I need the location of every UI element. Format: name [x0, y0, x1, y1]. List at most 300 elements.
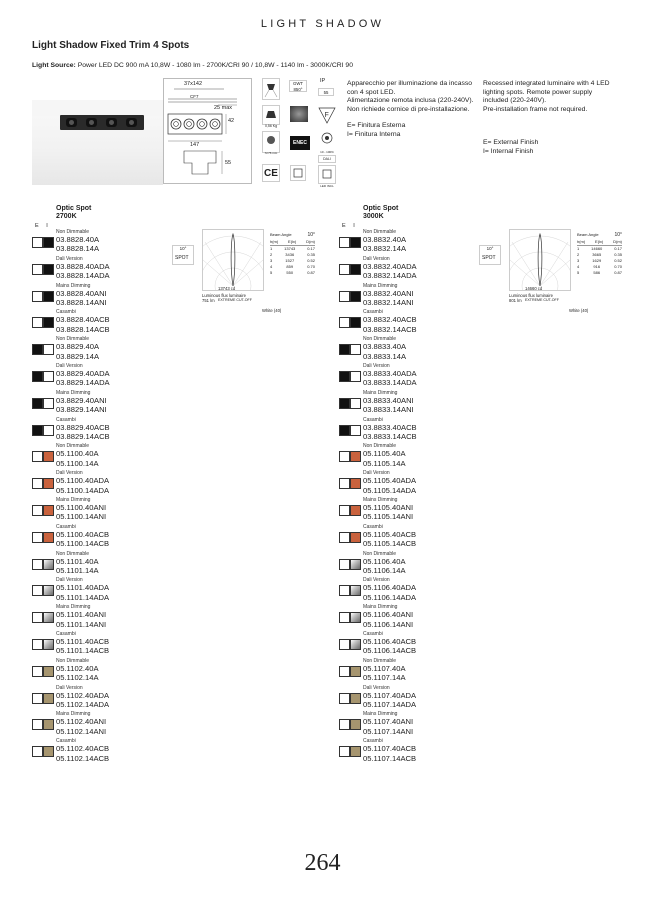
dimming-category: Mains Dimming [56, 711, 91, 718]
desc-it-line: Non richiede cornice di pre-installazione. [347, 105, 470, 113]
finish-swatch-external [32, 478, 43, 489]
finish-swatch-internal [350, 398, 361, 409]
product-code: 05.1107.14ACB [363, 753, 417, 763]
finish-swatch-internal [350, 693, 361, 704]
finish-swatch-external [339, 719, 350, 730]
beam-angle-header [577, 232, 622, 238]
finish-swatch-external [32, 612, 43, 623]
finish-swatch-external [339, 478, 350, 489]
dimming-category: Dali Version [363, 363, 390, 369]
product-code: 03.8833.40ANI [363, 395, 414, 405]
product-code: 05.1107.40ADA [363, 690, 417, 700]
table-header-cell: h(m) [270, 239, 279, 244]
product-code: 05.1106.40ACB [363, 637, 417, 646]
table-cell: 0.35 [307, 252, 315, 257]
f-mark-icon [318, 106, 336, 124]
product-code: 03.8829.14A [56, 351, 100, 361]
finish-swatch-internal [43, 451, 54, 462]
beam-angle-label: Beam Angle [270, 232, 292, 237]
dimming-category: Casambi [56, 523, 76, 530]
dim-length-label: 25 max [214, 105, 233, 111]
finish-swatch-internal [43, 693, 54, 704]
finish-swatch-internal [350, 612, 361, 623]
beam-angle-deg: 10° [486, 246, 494, 251]
finish-swatch-external [339, 532, 350, 543]
dim-height-label: 42 [228, 118, 235, 124]
table-header-cell: D(m) [613, 239, 622, 244]
finish-swatch-internal [43, 559, 54, 570]
beam-angle-value: 10° [614, 232, 622, 238]
table-row [577, 270, 622, 276]
table-cell: 1 [577, 246, 580, 251]
product-code: 05.1106.14ADA [363, 592, 417, 602]
desc-it-line: Apparecchio per illuminazione da incasso con 4 spot LED. [347, 80, 473, 96]
finish-swatch-external [339, 612, 350, 623]
product-code: 05.1106.14A [363, 565, 406, 575]
beam-angle-deg: 10° [179, 246, 187, 251]
product-code: 03.8828.14ANI [56, 297, 107, 307]
kelvin-heading: 3000K [363, 213, 384, 220]
table-cell: 3436 [285, 252, 295, 257]
table-cell: 0.17 [307, 246, 315, 251]
description-italian [347, 80, 475, 140]
table-cell: 3 [270, 258, 273, 263]
product-code: 05.1102.14A [56, 673, 99, 683]
finish-swatch-external [32, 719, 43, 730]
weight-label: 0,56 Kg [264, 124, 278, 128]
table-cell: 2 [577, 252, 580, 257]
product-code: 03.8832.40ACB [363, 315, 417, 325]
product-code: 03.8828.40ANI [56, 288, 107, 298]
dimension-drawing-svg [164, 79, 251, 183]
ei-label: E I [35, 223, 51, 229]
product-code: 03.8829.40A [56, 342, 100, 352]
dimming-category: Casambi [363, 416, 383, 423]
table-cell: 14660 [591, 246, 603, 251]
product-code: 05.1102.40A [56, 663, 99, 673]
desc-en-line: Pre-installation frame not required. [483, 105, 588, 113]
product-column-2700k [32, 205, 332, 805]
finish-swatch-external [32, 398, 43, 409]
finish-swatch-external [32, 559, 43, 570]
product-code: 05.1105.40ADA [363, 476, 417, 486]
table-cell: 1 [270, 246, 273, 251]
dimming-category: Mains Dimming [363, 711, 398, 718]
ip-label: IP [320, 78, 326, 84]
dimming-category: Dali Version [56, 363, 83, 369]
weight-icon [262, 105, 280, 128]
dimming-category: Casambi [56, 631, 76, 637]
kelvin-heading: 2700K [56, 213, 77, 220]
flux-value: 801 lm [509, 298, 522, 303]
flux-label: Luminous flux luminaire [202, 293, 246, 298]
product-code: 03.8829.14ADA [56, 378, 110, 388]
product-code: 05.1101.40A [56, 556, 99, 566]
dim-top-label: 37x142 [184, 81, 203, 87]
dimming-category: Mains Dimming [56, 282, 91, 289]
ip-value: 55 [318, 88, 334, 96]
polar-diagram [202, 229, 264, 291]
product-code: 05.1102.40ANI [56, 717, 107, 727]
finish-swatch-internal [43, 425, 54, 436]
dimming-category: Mains Dimming [56, 604, 91, 611]
finish-swatch-internal [350, 264, 361, 275]
peak-intensity: 13743 cd [218, 286, 236, 291]
product-code: 03.8829.40ADA [56, 369, 110, 378]
finish-swatch-internal [350, 666, 361, 677]
ei-label: E I [342, 223, 358, 229]
table-cell: 0.52 [307, 258, 315, 263]
finish-swatch-internal [350, 505, 361, 516]
product-code: 03.8832.14A [363, 244, 407, 254]
beam-angle-label: Beam Angle [577, 232, 599, 237]
finish-swatch-external [32, 237, 43, 248]
enec-badge: ENEC [290, 136, 310, 150]
product-code: 03.8828.14ADA [56, 271, 110, 281]
finish-swatch-internal [350, 344, 361, 355]
product-code: 05.1105.40A [363, 449, 406, 459]
product-code: 05.1105.40ACB [363, 529, 417, 539]
product-code: 05.1101.14A [56, 565, 99, 575]
finish-swatch-internal [43, 478, 54, 489]
table-cell: 586 [593, 270, 601, 275]
page-number: 264 [304, 850, 341, 876]
optic-heading: Optic Spot [363, 205, 399, 212]
finish-swatch-internal [43, 237, 54, 248]
beam-label: SPOT [175, 255, 189, 261]
finish-swatch-internal [43, 666, 54, 677]
table-cell: 1527 [285, 258, 295, 263]
product-code: 03.8833.40ACB [363, 422, 417, 432]
product-code: 05.1106.14ANI [363, 619, 414, 629]
product-code: 05.1105.14ANI [363, 512, 414, 522]
table-cell: 916 [593, 264, 601, 269]
product-code: 03.8833.14ACB [363, 431, 417, 441]
finish-swatch-internal [350, 317, 361, 328]
finish-swatch-internal [43, 505, 54, 516]
optic-heading: Optic Spot [56, 205, 92, 212]
finish-swatch-external [339, 585, 350, 596]
finish-swatch-internal [43, 291, 54, 302]
peak-intensity: 14660 cd [525, 286, 543, 291]
product-code: 03.8828.40A [56, 235, 100, 244]
dimming-category: Non Dimmable [56, 443, 90, 450]
beam-angle-header [270, 232, 315, 238]
product-code: 05.1100.40A [56, 449, 99, 459]
finish-swatch-external [339, 425, 350, 436]
product-code: 03.8833.40ADA [363, 369, 417, 378]
finish-swatch-external [32, 264, 43, 275]
property-icons [262, 78, 342, 186]
led-incl-icon [318, 165, 336, 188]
finish-swatch-internal [350, 425, 361, 436]
finish-swatch-external [32, 693, 43, 704]
finish-swatch-external [32, 666, 43, 677]
finish-swatch-external [339, 317, 350, 328]
finish-swatch-external [32, 532, 43, 543]
product-code: 05.1107.14A [363, 673, 406, 683]
finish-swatch-external [339, 693, 350, 704]
product-code: 05.1101.40ANI [56, 610, 107, 620]
desc-en-line: E= External Finish [483, 139, 539, 147]
finish-swatch-external [339, 371, 350, 382]
cutoff-label: EXTREME CUT-OFF [218, 298, 252, 302]
desc-it-line: Alimentazione remota inclusa (220-240V). [347, 97, 474, 105]
flux-value: 751 lm [202, 298, 215, 303]
product-code: 03.8829.14ANI [56, 405, 107, 415]
description-english [483, 80, 613, 157]
mm-label: h=76 mm [264, 151, 278, 155]
finish-swatch-external [339, 451, 350, 462]
table-cell: 13743 [284, 246, 296, 251]
product-code: 03.8832.14ACB [363, 324, 417, 334]
finish-swatch-internal [43, 532, 54, 543]
product-code: 03.8829.14ACB [56, 431, 110, 441]
dimming-category: Non Dimmable [56, 229, 90, 235]
finish-swatch-internal [350, 559, 361, 570]
finish-swatch-external [32, 639, 43, 650]
table-header-cell: E(lx) [288, 239, 297, 244]
product-code: 05.1105.14ACB [363, 539, 417, 549]
finish-swatch-external [339, 559, 350, 570]
product-code: 05.1101.14ADA [56, 592, 110, 602]
table-cell: 0.87 [307, 270, 315, 275]
dimming-category: Dali Version [363, 577, 390, 584]
desc-it-line: I= Finitura Interna [347, 130, 401, 138]
dimming-category: Non Dimmable [56, 657, 90, 664]
product-code: 03.8828.40ADA [56, 261, 110, 271]
table-cell: 5 [577, 270, 580, 275]
polar-diagram [509, 229, 571, 291]
desc-it-line: E= Finitura Esterna [347, 122, 406, 130]
finish-swatch-external [32, 585, 43, 596]
downlight-icon [262, 78, 280, 100]
product-code: 03.8828.14ACB [56, 324, 110, 334]
dimmer-icon [319, 131, 335, 153]
dimming-category: Non Dimmable [363, 550, 397, 557]
product-code: 03.8833.14ANI [363, 405, 414, 415]
product-code: 03.8828.40ACB [56, 315, 110, 325]
product-code: 03.8829.40ACB [56, 422, 110, 432]
finish-swatch-external [32, 451, 43, 462]
finish-swatch-internal [350, 451, 361, 462]
product-code: 05.1101.14ACB [56, 646, 110, 656]
product-code: 05.1100.40ADA [56, 476, 110, 486]
dimming-category: Mains Dimming [363, 282, 398, 289]
finish-swatch-internal [43, 317, 54, 328]
trim-image [60, 115, 144, 130]
white-finish-label: White (40) [262, 308, 282, 313]
finish-swatch-external [32, 371, 43, 382]
table-cell: 0.87 [614, 270, 622, 275]
dimming-category: Casambi [363, 738, 383, 745]
product-code: 05.1106.40A [363, 556, 406, 566]
ce-mark: CE [262, 164, 280, 182]
finish-swatch-internal [43, 719, 54, 730]
table-cell: 1629 [592, 258, 602, 263]
desc-en-line: I= Internal Finish [483, 147, 534, 155]
dimming-category: Dali Version [56, 255, 83, 262]
finish-swatch-internal [350, 719, 361, 730]
dimming-category: Mains Dimming [56, 497, 91, 503]
finish-swatch-external [32, 505, 43, 516]
finish-swatch-external [339, 639, 350, 650]
finish-swatch-external [32, 425, 43, 436]
finish-swatch-internal [43, 398, 54, 409]
finish-swatch-external [339, 505, 350, 516]
table-cell: 0.35 [614, 252, 622, 257]
dimming-category: Casambi [56, 738, 76, 745]
dimming-category: Dali Version [56, 577, 83, 584]
product-code: 03.8833.14A [363, 351, 407, 361]
dimming-category: Mains Dimming [363, 604, 398, 611]
dimming-category: Dali Version [363, 255, 390, 262]
product-code: 03.8833.40A [363, 342, 407, 352]
desc-en-line: Recessed integrated luminaire with 4 LED lighting spots. Remote power supply included (220-240V). [483, 80, 610, 105]
product-code: 03.8832.14ANI [363, 297, 414, 307]
finish-swatch-internal [350, 371, 361, 382]
dim-bottom-label: 147 [190, 142, 200, 148]
dim-depth-label: 55 [225, 160, 232, 166]
svg-text:F: F [324, 112, 329, 119]
beam-label: SPOT [482, 255, 496, 261]
product-code: 03.8832.14ADA [363, 271, 417, 281]
ip-drop-icon [290, 106, 308, 122]
product-code: 05.1101.14ANI [56, 619, 107, 629]
table-cell: 5 [270, 270, 273, 275]
dimming-category: Casambi [363, 523, 383, 530]
finish-swatch-external [339, 666, 350, 677]
product-code: 05.1102.40ADA [56, 690, 110, 700]
dali-badge: DALI [318, 155, 336, 163]
product-code: 05.1100.40ANI [56, 503, 107, 512]
dimming-category: Non Dimmable [363, 443, 397, 450]
product-code: 05.1107.14ANI [363, 726, 414, 736]
dimming-category: Dali Version [363, 684, 390, 691]
product-code: 05.1105.14A [363, 458, 406, 468]
product-code: 03.8829.40ANI [56, 395, 107, 405]
dimming-category: Non Dimmable [56, 336, 90, 343]
finish-swatch-external [339, 291, 350, 302]
dimming-category: Casambi [363, 631, 383, 637]
table-header-row [577, 239, 622, 246]
finish-swatch-internal [350, 237, 361, 248]
product-column-3000k [339, 205, 639, 805]
finish-swatch-internal [350, 639, 361, 650]
table-header-row [270, 239, 315, 246]
finish-swatch-internal [350, 585, 361, 596]
dim-range-label: 10 - 100% [320, 150, 334, 154]
finish-swatch-internal [350, 532, 361, 543]
product-code: 05.1107.40ANI [363, 717, 414, 727]
illuminance-table [270, 232, 315, 276]
table-row [270, 270, 315, 276]
dimming-category: Casambi [56, 309, 76, 316]
table-cell: 4 [270, 264, 273, 269]
table-cell: 3665 [592, 252, 602, 257]
product-code: 05.1105.14ADA [363, 485, 417, 495]
product-code: 05.1102.14ACB [56, 753, 110, 763]
finish-swatch-internal [43, 639, 54, 650]
product-code: 05.1107.40ACB [363, 744, 417, 754]
dimming-category: Non Dimmable [56, 550, 90, 557]
product-code: 05.1106.40ANI [363, 610, 414, 620]
product-code: 05.1101.40ADA [56, 583, 110, 593]
finish-swatch-external [32, 746, 43, 757]
cutoff-label: EXTREME CUT-OFF [525, 298, 559, 302]
finish-swatch-external [32, 291, 43, 302]
product-photo [32, 100, 163, 185]
product-code: 05.1102.14ANI [56, 726, 107, 736]
dimming-category: Dali Version [56, 470, 83, 477]
dimming-category: Mains Dimming [56, 389, 91, 396]
light-source-label: Light Source: [32, 62, 76, 69]
finish-swatch-external [339, 264, 350, 275]
product-code: 03.8833.14ADA [363, 378, 417, 388]
dimming-category: Dali Version [363, 470, 390, 477]
table-header-cell: D(m) [306, 239, 315, 244]
white-finish-label: White (40) [569, 308, 589, 313]
product-code: 05.1102.14ADA [56, 699, 110, 709]
illuminance-table [577, 232, 622, 276]
finish-swatch-external [32, 317, 43, 328]
product-code: 05.1100.14ANI [56, 512, 107, 522]
table-cell: 3 [577, 258, 580, 263]
product-code: 05.1100.40ACB [56, 529, 110, 539]
finish-swatch-internal [350, 478, 361, 489]
product-code: 05.1105.40ANI [363, 503, 414, 512]
product-code: 05.1102.40ACB [56, 744, 110, 754]
table-cell: 0.70 [307, 264, 315, 269]
beam-angle-value: 10° [307, 232, 315, 238]
dimming-category: Non Dimmable [363, 336, 397, 343]
led-incl-label: LED INCL [320, 184, 334, 188]
product-code: 03.8832.40A [363, 235, 407, 244]
product-code: 05.1100.14ADA [56, 485, 110, 495]
dimming-category: Mains Dimming [363, 497, 398, 503]
dimming-category: Non Dimmable [363, 229, 397, 235]
finish-swatch-external [32, 344, 43, 355]
dim-cf-label: CF7 [190, 94, 199, 99]
dimming-category: Casambi [363, 309, 383, 316]
product-code: 05.1106.40ADA [363, 583, 417, 593]
product-code: 03.8832.40ANI [363, 288, 414, 298]
product-code: 05.1107.40A [363, 663, 406, 673]
brand-header: LIGHT SHADOW [260, 18, 385, 30]
light-source-line [32, 62, 353, 69]
finish-swatch-internal [43, 344, 54, 355]
flux-label: Luminous flux luminaire [509, 293, 553, 298]
finish-swatch-external [339, 237, 350, 248]
table-cell: 0.52 [614, 258, 622, 263]
finish-swatch-external [339, 344, 350, 355]
product-code: 05.1100.14A [56, 458, 99, 468]
gwt-badge: GWT 850° [289, 80, 307, 92]
finish-swatch-internal [350, 746, 361, 757]
class-icon [290, 165, 306, 181]
product-code: 05.1106.14ACB [363, 646, 417, 656]
table-cell: 859 [286, 264, 294, 269]
finish-swatch-external [339, 746, 350, 757]
table-cell: 4 [577, 264, 580, 269]
dimming-category: Dali Version [56, 684, 83, 691]
dimming-category: Non Dimmable [363, 657, 397, 664]
product-code: 03.8828.14A [56, 244, 100, 254]
finish-swatch-internal [43, 612, 54, 623]
mm-icon [262, 131, 280, 153]
table-cell: 0.70 [614, 264, 622, 269]
finish-swatch-internal [43, 264, 54, 275]
